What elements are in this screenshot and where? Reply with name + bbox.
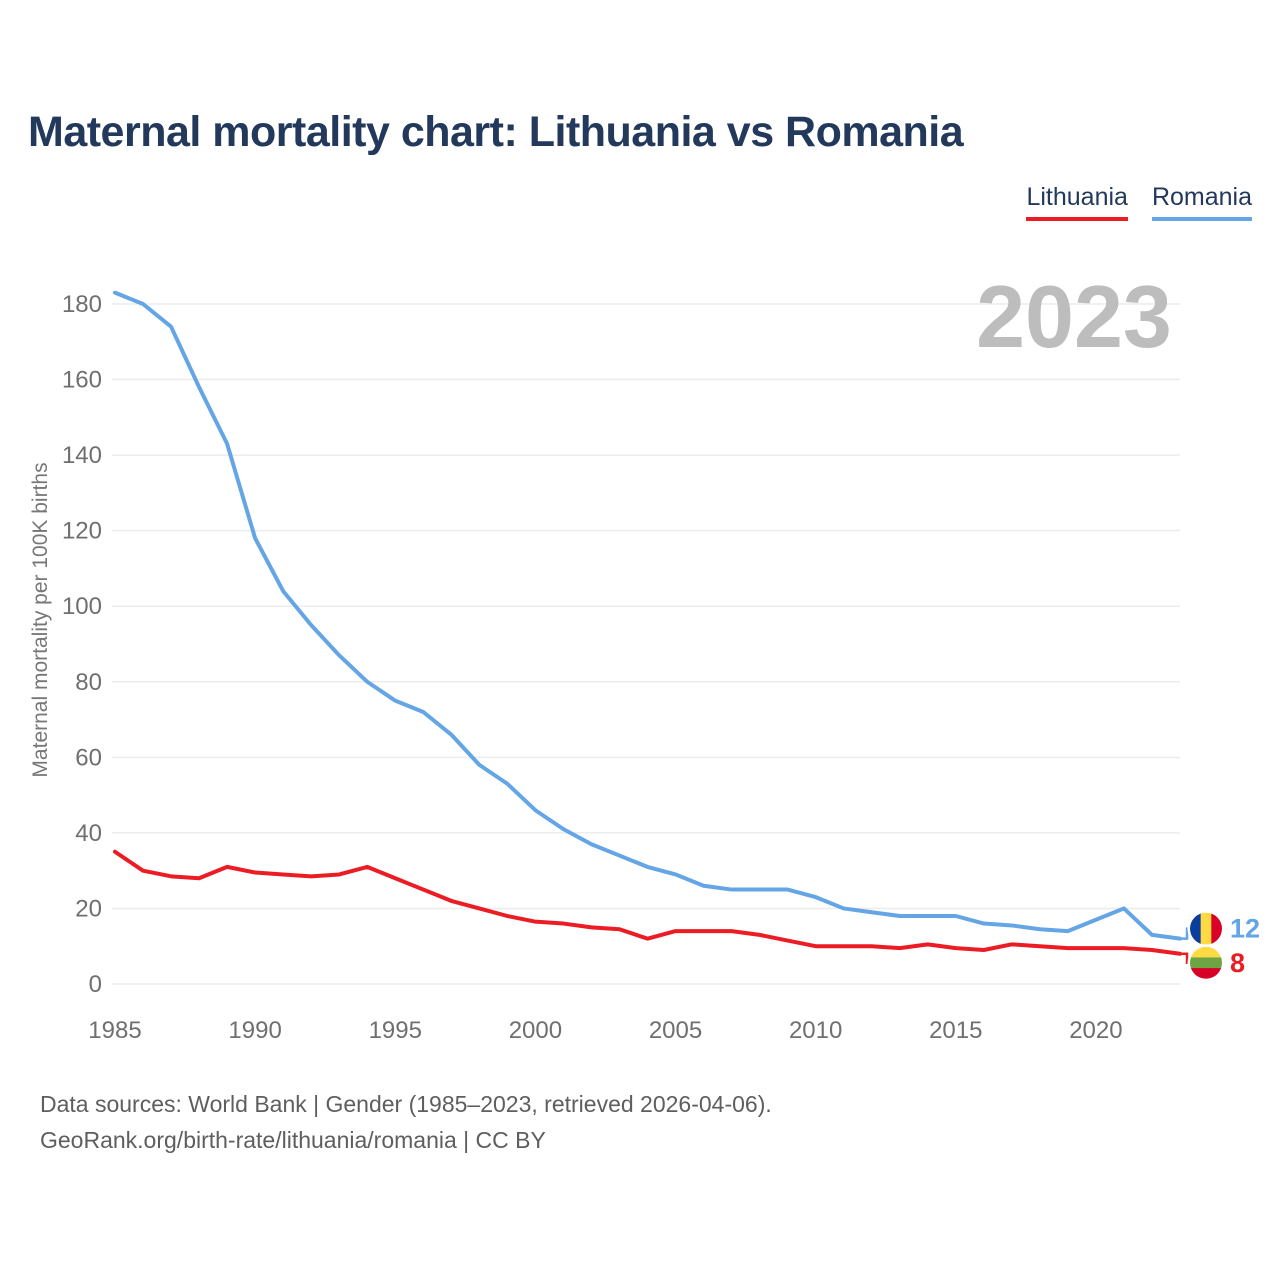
data-sources-line: Data sources: World Bank | Gender (1985–2023, retrieved 2026-04-06). xyxy=(40,1091,772,1117)
romania-flag-icon xyxy=(1188,910,1225,947)
x-tick-label-2020: 2020 xyxy=(1069,1017,1123,1044)
y-tick-label-60: 60 xyxy=(75,744,102,772)
x-tick-label-1990: 1990 xyxy=(228,1017,282,1044)
y-axis-title: Maternal mortality per 100K births xyxy=(29,462,52,778)
legend-item-romania[interactable]: Romania xyxy=(1152,183,1252,221)
legend-item-lithuania[interactable]: Lithuania xyxy=(1026,183,1127,221)
y-tick-label-120: 120 xyxy=(61,517,102,545)
x-tick-label-1985: 1985 xyxy=(88,1017,142,1044)
y-tick-label-0: 0 xyxy=(88,971,102,998)
chart-footer xyxy=(40,1086,772,1158)
x-tick-label-2005: 2005 xyxy=(648,1017,703,1044)
y-tick-label-80: 80 xyxy=(75,668,102,696)
x-tick-label-1995: 1995 xyxy=(368,1017,422,1044)
end-value-label-romania: 12 xyxy=(1230,913,1261,944)
series-line-romania[interactable] xyxy=(115,293,1180,939)
y-tick-label-40: 40 xyxy=(75,819,102,847)
lithuania-flag-icon xyxy=(1188,944,1225,981)
page-title: Maternal mortality chart: Lithuania vs Romania xyxy=(28,108,964,156)
y-tick-label-180: 180 xyxy=(61,290,102,318)
y-tick-label-20: 20 xyxy=(75,895,102,923)
x-tick-label-2015: 2015 xyxy=(929,1017,983,1044)
y-tick-label-140: 140 xyxy=(61,442,102,470)
end-value-label-lithuania: 8 xyxy=(1230,947,1246,978)
y-tick-label-160: 160 xyxy=(61,366,102,394)
attribution-line: GeoRank.org/birth-rate/lithuania/romania | CC BY xyxy=(40,1127,546,1153)
x-tick-label-2000: 2000 xyxy=(508,1017,563,1044)
y-tick-label-100: 100 xyxy=(61,593,102,621)
watermark-year: 2023 xyxy=(976,267,1172,366)
x-tick-label-2010: 2010 xyxy=(788,1017,843,1044)
